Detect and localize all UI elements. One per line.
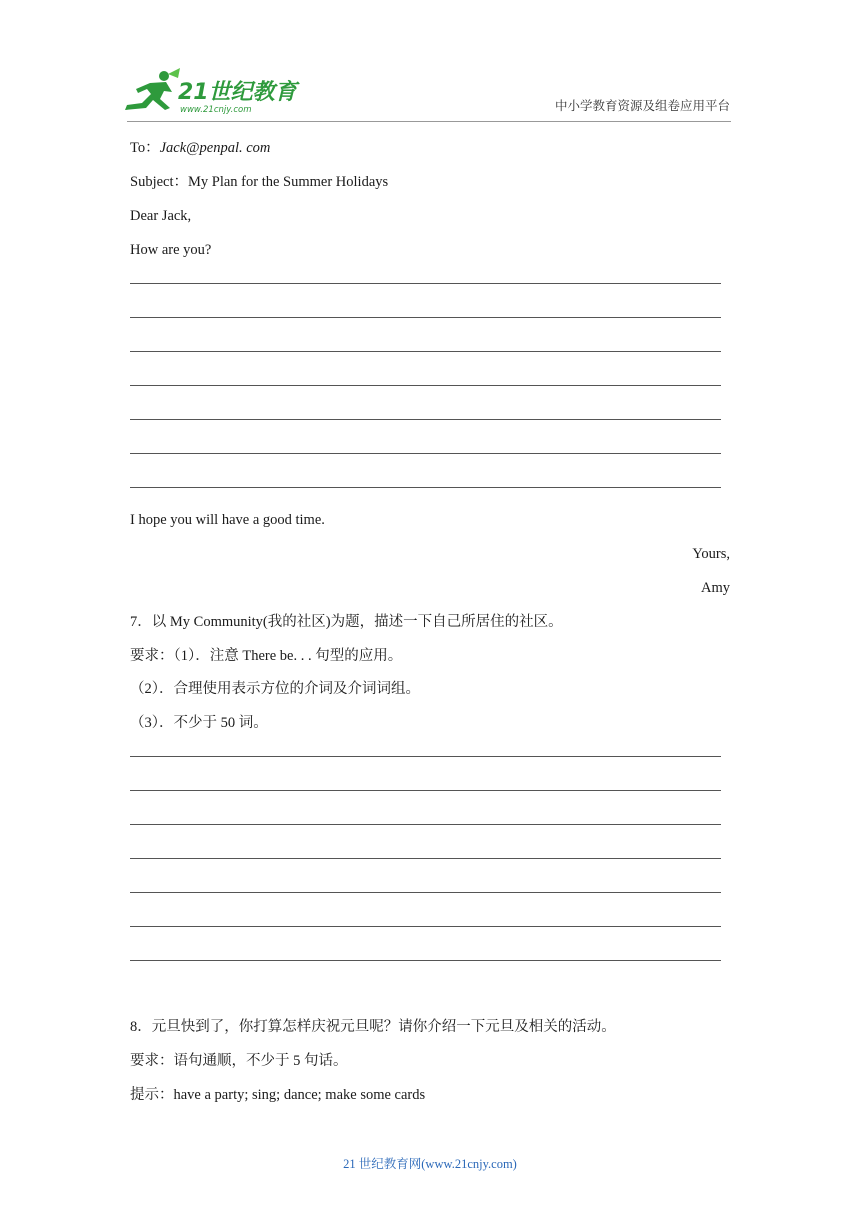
answer-line bbox=[130, 419, 721, 420]
answer-line bbox=[130, 926, 721, 927]
answer-line bbox=[130, 892, 721, 893]
answer-line bbox=[130, 487, 721, 488]
page-footer[interactable]: 21 世纪教育网(www.21cnjy.com) bbox=[343, 1157, 517, 1171]
runner-icon bbox=[125, 68, 180, 110]
answer-line bbox=[130, 283, 721, 284]
email-closing: I hope you will have a good time. bbox=[130, 512, 325, 528]
question-7-requirement-2: （2）．合理使用表示方位的介词及介词词组。 bbox=[130, 681, 420, 697]
question-7-requirement-1: 要求：（1）．注意 There be. . . 句型的应用。 bbox=[130, 648, 403, 664]
question-7-requirement-3: （3）．不少于 50 词。 bbox=[130, 715, 268, 731]
email-signature: Amy bbox=[701, 580, 730, 596]
to-label: To： bbox=[130, 140, 160, 156]
logo-url: www.21cnjy.com bbox=[180, 105, 252, 115]
answer-line bbox=[130, 858, 721, 859]
answer-line bbox=[130, 756, 721, 757]
email-to-line bbox=[130, 139, 270, 157]
email-greeting: Dear Jack, bbox=[130, 208, 192, 224]
answer-line bbox=[130, 453, 721, 454]
to-address: Jack@penpal. com bbox=[159, 140, 271, 156]
question-8-requirement: 要求：语句通顺，不少于 5 句话。 bbox=[130, 1053, 348, 1069]
question-7-title: 7．以 My Community(我的社区)为题，描述一下自己所居住的社区。 bbox=[130, 614, 563, 630]
answer-line bbox=[130, 351, 721, 352]
logo-text: 21世纪教育 bbox=[178, 80, 297, 105]
email-subject: Subject：My Plan for the Summer Holidays bbox=[130, 174, 389, 190]
answer-line bbox=[130, 385, 721, 386]
question-8-hint: 提示：have a party; sing; dance; make some cards bbox=[130, 1087, 426, 1103]
email-signoff: Yours, bbox=[692, 546, 730, 562]
email-opening: How are you? bbox=[130, 242, 212, 258]
answer-line bbox=[130, 824, 721, 825]
question-8-title: 8．元旦快到了，你打算怎样庆祝元旦呢？请你介绍一下元旦及相关的活动。 bbox=[130, 1019, 616, 1035]
platform-name: 中小学教育资源及组卷应用平台 bbox=[554, 98, 730, 113]
answer-line bbox=[130, 317, 721, 318]
answer-line bbox=[130, 960, 721, 961]
header-divider bbox=[127, 121, 731, 122]
answer-line bbox=[130, 790, 721, 791]
site-logo bbox=[120, 66, 300, 118]
